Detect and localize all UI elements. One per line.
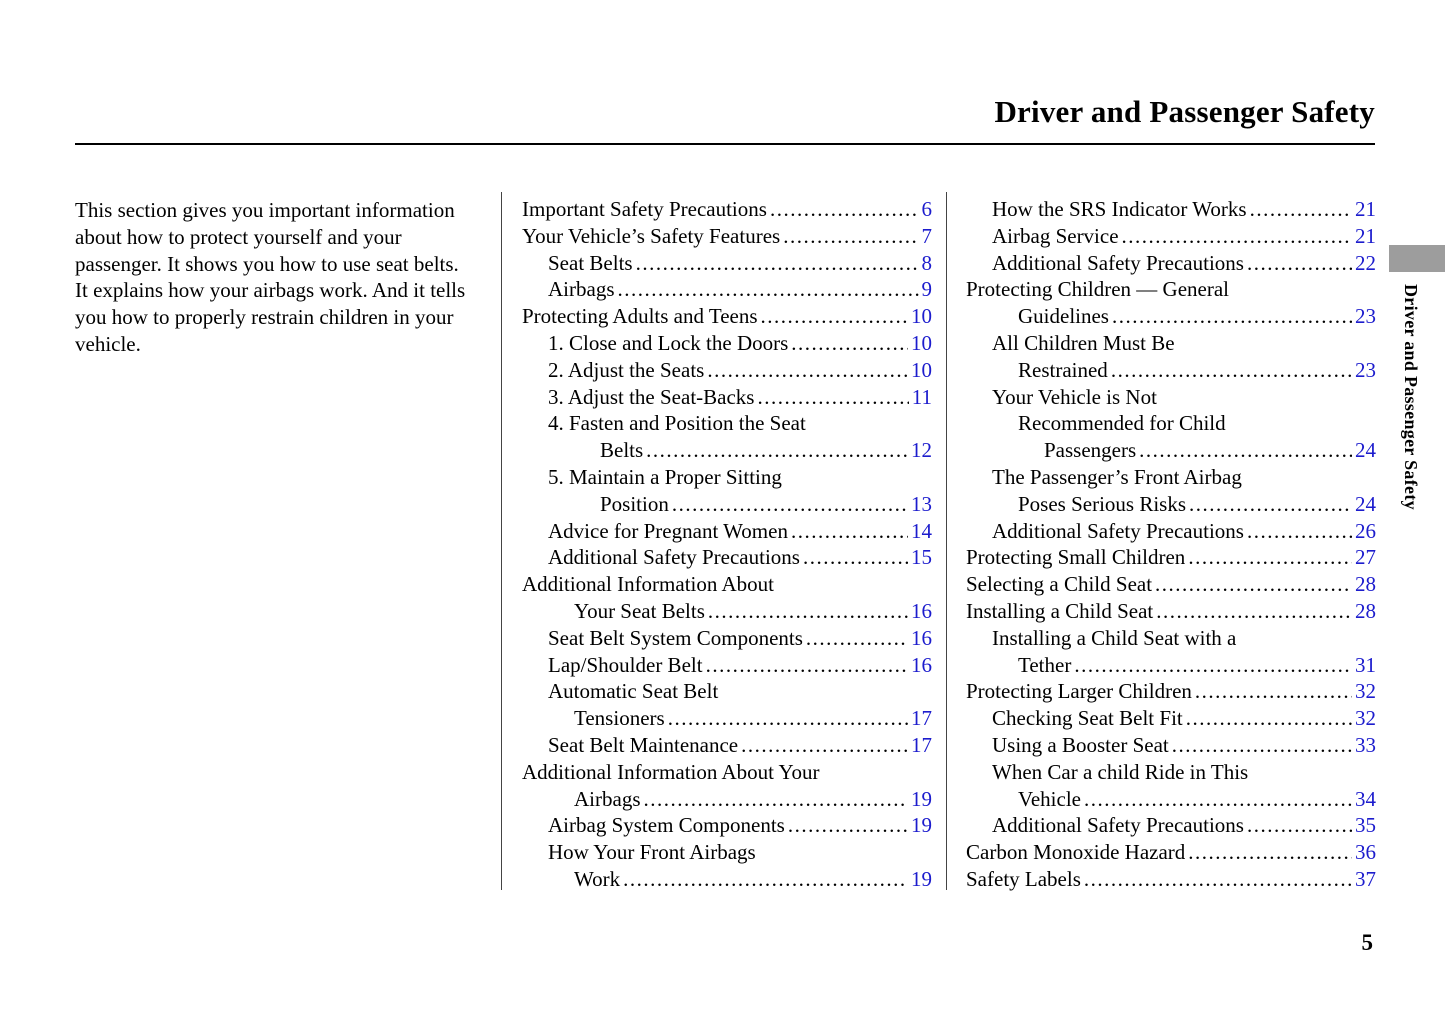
toc-entry-text: 5. Maintain a Proper Sitting bbox=[548, 464, 782, 489]
toc-entry-text: Additional Information About bbox=[522, 572, 774, 597]
toc-entry[interactable] bbox=[522, 437, 932, 464]
toc-entry-text: How the SRS Indicator Works bbox=[992, 197, 1247, 221]
toc-dotted-leader bbox=[783, 223, 918, 250]
toc-entry-text: Advice for Pregnant Women bbox=[548, 518, 788, 543]
toc-entry-text: Your Seat Belts bbox=[574, 598, 705, 623]
toc-entry[interactable] bbox=[966, 652, 1376, 679]
toc-entry-text: Additional Safety Precautions bbox=[548, 545, 800, 570]
toc-entry-text: Seat Belt System Components bbox=[548, 625, 803, 650]
toc-page-number: 26 bbox=[1355, 518, 1376, 543]
toc-dotted-leader bbox=[708, 598, 908, 625]
toc-page-number: 11 bbox=[911, 384, 932, 409]
toc-entry bbox=[966, 384, 1376, 411]
section-tab-label: Driver and Passenger Safety bbox=[1401, 284, 1421, 510]
toc-entry-text: Installing a Child Seat with a bbox=[992, 625, 1237, 650]
toc-dotted-leader bbox=[1247, 250, 1352, 277]
toc-page-number: 32 bbox=[1355, 706, 1376, 731]
toc-page-number: 7 bbox=[921, 223, 932, 248]
toc-entry[interactable] bbox=[966, 196, 1376, 223]
toc-entry-text: Belts bbox=[600, 438, 644, 463]
toc-column-2 bbox=[966, 196, 1376, 893]
toc-entry-text: Seat Belts bbox=[548, 250, 633, 275]
toc-page-number: 34 bbox=[1355, 786, 1376, 811]
toc-entry-text: 2. Adjust the Seats bbox=[548, 357, 705, 382]
toc-entry[interactable] bbox=[966, 705, 1376, 732]
toc-page-number: 27 bbox=[1355, 545, 1376, 570]
toc-entry[interactable] bbox=[966, 732, 1376, 759]
toc-entry[interactable] bbox=[966, 678, 1376, 705]
toc-entry-text: Using a Booster Seat bbox=[992, 732, 1169, 757]
toc-entry bbox=[966, 330, 1376, 357]
toc-entry-text: Your Vehicle is Not bbox=[992, 384, 1157, 409]
toc-page-number: 6 bbox=[921, 197, 932, 221]
toc-entry bbox=[522, 464, 932, 491]
toc-page-number: 23 bbox=[1355, 304, 1376, 329]
toc-page-number: 31 bbox=[1355, 652, 1376, 677]
toc-page-number: 33 bbox=[1355, 732, 1376, 757]
toc-dotted-leader bbox=[788, 812, 908, 839]
toc-entry-text: Position bbox=[600, 491, 669, 516]
toc-dotted-leader bbox=[1156, 598, 1352, 625]
toc-dotted-leader bbox=[1155, 571, 1352, 598]
toc-dotted-leader bbox=[1250, 196, 1352, 223]
toc-page-number: 16 bbox=[911, 625, 932, 650]
toc-page-number: 35 bbox=[1355, 813, 1376, 838]
toc-page-number: 32 bbox=[1355, 679, 1376, 704]
toc-dotted-leader bbox=[1195, 678, 1352, 705]
toc-entry-text: The Passenger’s Front Airbag bbox=[992, 464, 1242, 489]
toc-page-number: 24 bbox=[1355, 491, 1376, 516]
toc-page-number: 19 bbox=[911, 866, 932, 891]
title-rule bbox=[75, 143, 1375, 145]
toc-entry-text: Airbag Service bbox=[992, 223, 1119, 248]
toc-page-number: 28 bbox=[1355, 572, 1376, 597]
toc-entry-text: Work bbox=[574, 866, 621, 891]
toc-entry[interactable] bbox=[522, 812, 932, 839]
toc-page-number: 37 bbox=[1355, 866, 1376, 891]
page-title: Driver and Passenger Safety bbox=[994, 94, 1375, 129]
toc-dotted-leader bbox=[1188, 544, 1352, 571]
toc-entry[interactable] bbox=[966, 812, 1376, 839]
toc-entry[interactable] bbox=[522, 223, 932, 250]
toc-page-number: 9 bbox=[921, 277, 932, 302]
toc-entry bbox=[522, 571, 932, 598]
toc-entry[interactable] bbox=[522, 250, 932, 277]
toc-entry[interactable] bbox=[966, 866, 1376, 893]
toc-entry[interactable] bbox=[966, 357, 1376, 384]
toc-entry[interactable] bbox=[522, 732, 932, 759]
toc-entry-text: Passengers bbox=[1044, 438, 1137, 463]
toc-entry[interactable] bbox=[966, 518, 1376, 545]
toc-dotted-leader bbox=[1122, 223, 1352, 250]
toc-page-number: 17 bbox=[911, 732, 932, 757]
toc-entry bbox=[522, 410, 932, 437]
toc-entry-text: How Your Front Airbags bbox=[548, 840, 756, 865]
toc-entry-text: Seat Belt Maintenance bbox=[548, 732, 739, 757]
toc-dotted-leader bbox=[1074, 652, 1352, 679]
toc-entry-text: Tensioners bbox=[574, 706, 665, 731]
toc-dotted-leader bbox=[1084, 866, 1352, 893]
toc-dotted-leader bbox=[1189, 491, 1352, 518]
page-number: 5 bbox=[1361, 930, 1373, 955]
toc-entry bbox=[966, 276, 1376, 303]
toc-entry-text: Additional Safety Precautions bbox=[992, 813, 1244, 838]
toc-page-number: 22 bbox=[1355, 250, 1376, 275]
toc-entry bbox=[966, 759, 1376, 786]
toc-dotted-leader bbox=[1172, 732, 1352, 759]
toc-page-number: 23 bbox=[1355, 357, 1376, 382]
toc-entry[interactable] bbox=[966, 223, 1376, 250]
toc-page-number: 15 bbox=[911, 545, 932, 570]
toc-dotted-leader bbox=[803, 544, 908, 571]
toc-entry-text: Recommended for Child bbox=[1018, 411, 1226, 436]
toc-dotted-leader bbox=[791, 518, 908, 545]
toc-dotted-leader bbox=[1112, 303, 1352, 330]
toc-entry[interactable] bbox=[966, 839, 1376, 866]
toc-entry bbox=[966, 464, 1376, 491]
toc-entry[interactable] bbox=[966, 571, 1376, 598]
toc-entry[interactable] bbox=[966, 544, 1376, 571]
toc-dotted-leader bbox=[618, 276, 919, 303]
toc-entry-text: Vehicle bbox=[1018, 786, 1081, 811]
toc-entry-text: Restrained bbox=[1018, 357, 1108, 382]
toc-dotted-leader bbox=[623, 866, 908, 893]
toc-entry[interactable] bbox=[522, 276, 932, 303]
toc-page-number: 16 bbox=[911, 598, 932, 623]
toc-dotted-leader bbox=[1188, 839, 1352, 866]
toc-dotted-leader bbox=[770, 196, 919, 223]
toc-entry-text: Poses Serious Risks bbox=[1018, 491, 1187, 516]
toc-entry-text: Lap/Shoulder Belt bbox=[548, 652, 703, 677]
toc-entry bbox=[966, 625, 1376, 652]
toc-entry[interactable] bbox=[522, 384, 932, 411]
toc-page-number: 10 bbox=[911, 304, 932, 329]
intro-paragraph: This section gives you important information about how to protect yourself and your passenger. It shows you how to use seat belts. It explains how your airbags work. And it tells you how to properly restrain children in your vehicle. bbox=[75, 198, 466, 356]
toc-entry-text: Installing a Child Seat bbox=[966, 598, 1154, 623]
toc-entry-text: Additional Information About Your bbox=[522, 759, 820, 784]
column-divider-2 bbox=[946, 192, 947, 890]
toc-entry[interactable] bbox=[522, 491, 932, 518]
toc-dotted-leader bbox=[646, 437, 908, 464]
toc-page-number: 21 bbox=[1355, 223, 1376, 248]
toc-entry[interactable] bbox=[522, 598, 932, 625]
toc-entry-text: Protecting Small Children bbox=[966, 545, 1186, 570]
toc-entry-text: Airbag System Components bbox=[548, 813, 785, 838]
toc-entry-text: 1. Close and Lock the Doors bbox=[548, 330, 789, 355]
toc-entry-text: Your Vehicle’s Safety Features bbox=[522, 223, 781, 248]
toc-page-number: 13 bbox=[911, 491, 932, 516]
toc-entry bbox=[966, 410, 1376, 437]
toc-dotted-leader bbox=[791, 330, 908, 357]
toc-entry-text: Airbags bbox=[548, 277, 615, 302]
toc-dotted-leader bbox=[636, 250, 919, 277]
toc-dotted-leader bbox=[1139, 437, 1352, 464]
toc-column-1 bbox=[522, 196, 932, 893]
toc-page-number: 36 bbox=[1355, 840, 1376, 865]
toc-page-number: 19 bbox=[911, 813, 932, 838]
toc-dotted-leader bbox=[672, 491, 908, 518]
toc-entry[interactable] bbox=[522, 330, 932, 357]
section-tab bbox=[1389, 245, 1445, 272]
toc-dotted-leader bbox=[1186, 705, 1352, 732]
toc-entry-text: 4. Fasten and Position the Seat bbox=[548, 411, 806, 436]
toc-dotted-leader bbox=[761, 303, 908, 330]
toc-page-number: 24 bbox=[1355, 438, 1376, 463]
toc-entry-text: Automatic Seat Belt bbox=[548, 679, 719, 704]
toc-page-number: 12 bbox=[911, 438, 932, 463]
toc-dotted-leader bbox=[757, 384, 908, 411]
column-divider-1 bbox=[501, 192, 502, 890]
toc-entry[interactable] bbox=[966, 250, 1376, 277]
toc-entry-text: When Car a child Ride in This bbox=[992, 759, 1249, 784]
toc-entry-text: Airbags bbox=[574, 786, 641, 811]
toc-dotted-leader bbox=[806, 625, 908, 652]
toc-dotted-leader bbox=[1111, 357, 1352, 384]
toc-entry-text: Additional Safety Precautions bbox=[992, 518, 1244, 543]
toc-dotted-leader bbox=[741, 732, 908, 759]
toc-entry-text: 3. Adjust the Seat-Backs bbox=[548, 384, 755, 409]
toc-entry[interactable] bbox=[966, 437, 1376, 464]
toc-entry-text: Checking Seat Belt Fit bbox=[992, 706, 1183, 731]
toc-entry[interactable] bbox=[522, 196, 932, 223]
toc-dotted-leader bbox=[668, 705, 908, 732]
toc-entry[interactable] bbox=[522, 303, 932, 330]
toc-entry-text: Carbon Monoxide Hazard bbox=[966, 840, 1186, 865]
toc-entry bbox=[522, 759, 932, 786]
toc-entry[interactable] bbox=[522, 866, 932, 893]
toc-page-number: 28 bbox=[1355, 598, 1376, 623]
toc-entry-text: Guidelines bbox=[1018, 304, 1109, 329]
toc-entry[interactable] bbox=[966, 786, 1376, 813]
toc-entry-text: Protecting Children — General bbox=[966, 277, 1230, 302]
toc-entry-text: Protecting Adults and Teens bbox=[522, 304, 758, 329]
toc-entry-text: Additional Safety Precautions bbox=[992, 250, 1244, 275]
toc-entry[interactable] bbox=[966, 598, 1376, 625]
toc-entry[interactable] bbox=[522, 625, 932, 652]
toc-entry[interactable] bbox=[522, 544, 932, 571]
toc-entry[interactable] bbox=[522, 518, 932, 545]
toc-entry[interactable] bbox=[522, 705, 932, 732]
toc-page-number: 8 bbox=[921, 250, 932, 275]
toc-entry-text: All Children Must Be bbox=[992, 330, 1175, 355]
toc-entry bbox=[522, 839, 932, 866]
toc-dotted-leader bbox=[707, 357, 908, 384]
toc-entry[interactable] bbox=[522, 652, 932, 679]
toc-dotted-leader bbox=[1247, 812, 1352, 839]
toc-dotted-leader bbox=[1247, 518, 1352, 545]
toc-page-number: 17 bbox=[911, 706, 932, 731]
toc-entry[interactable] bbox=[966, 491, 1376, 518]
toc-page-number: 19 bbox=[911, 786, 932, 811]
toc-entry[interactable] bbox=[522, 786, 932, 813]
toc-dotted-leader bbox=[1084, 786, 1352, 813]
toc-page-number: 16 bbox=[911, 652, 932, 677]
toc-dotted-leader bbox=[706, 652, 908, 679]
toc-entry-text: Important Safety Precautions bbox=[522, 197, 767, 221]
toc-page-number: 10 bbox=[911, 330, 932, 355]
toc-page-number: 21 bbox=[1355, 197, 1376, 221]
toc-entry-text: Selecting a Child Seat bbox=[966, 572, 1153, 597]
toc-entry[interactable] bbox=[522, 357, 932, 384]
toc-entry-text: Safety Labels bbox=[966, 866, 1081, 891]
toc-entry bbox=[522, 678, 932, 705]
toc-entry-text: Protecting Larger Children bbox=[966, 679, 1192, 704]
toc-page-number: 10 bbox=[911, 357, 932, 382]
toc-page-number: 14 bbox=[911, 518, 932, 543]
toc-dotted-leader bbox=[644, 786, 909, 813]
toc-entry[interactable] bbox=[966, 303, 1376, 330]
toc-entry-text: Tether bbox=[1018, 652, 1072, 677]
